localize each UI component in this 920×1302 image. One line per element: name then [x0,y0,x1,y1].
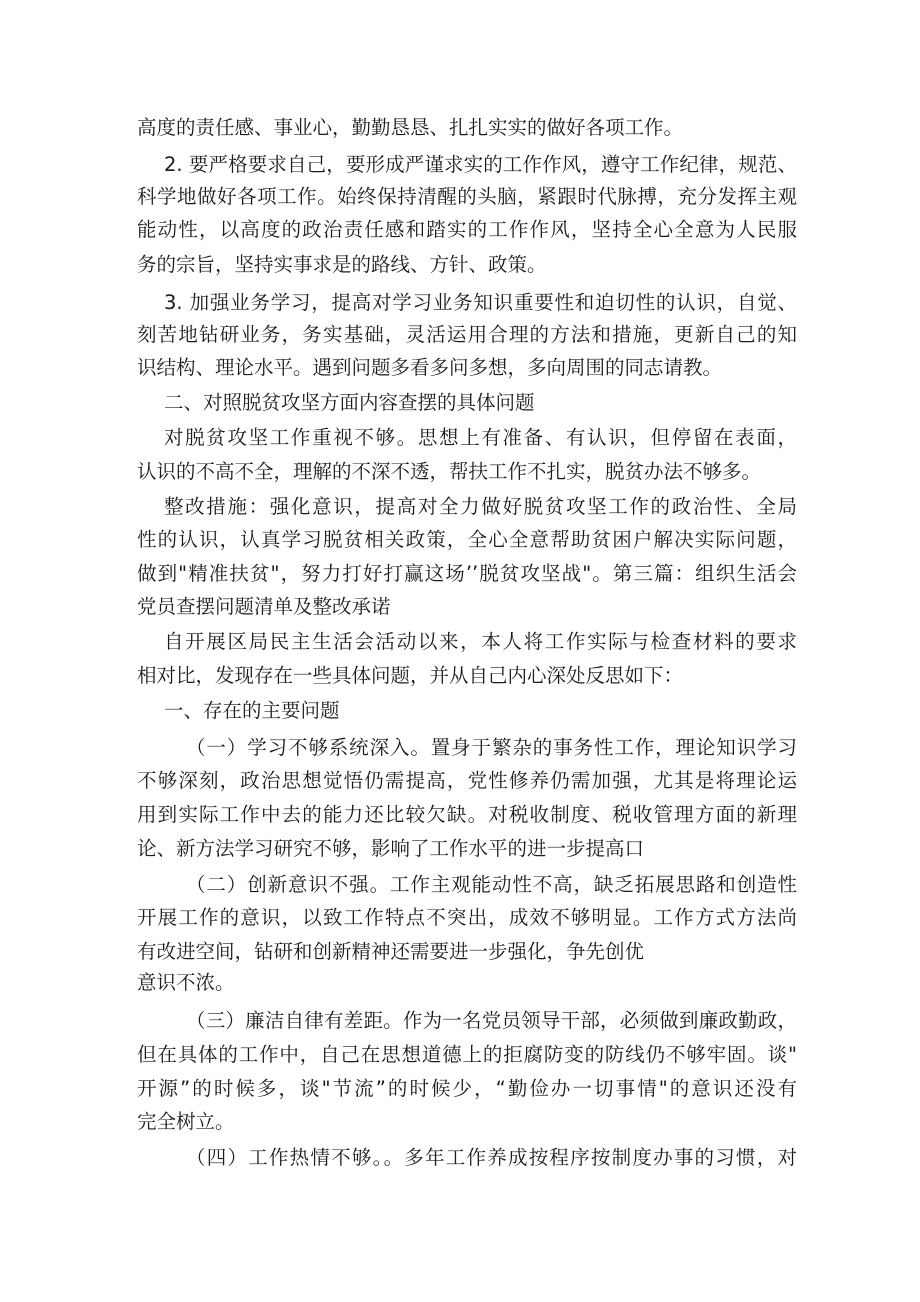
text-line: 3. 加强业务学习，提高对学习业务知识重要性和迫切性的认识，自觉、 [164,291,797,314]
text-line: 完全树立。 [137,1110,235,1133]
text-line: 刻苦地钻研业务，务实基础，灵活运用合理的方法和措施，更新自己的知 [137,323,797,346]
text-line: 有改进空间，钻研和创新精神还需要进一步强化，争先创优 [137,940,645,963]
text-line: 意识不浓。 [137,971,235,994]
text-line: 性的认识，认真学习脱贫相关政策，全心全意帮助贫困户解决实际问题， [137,528,797,551]
text-line: 识结构、理论水平。遇到问题多看多问多想，多向周围的同志请教。 [137,356,723,379]
text-line: 高度的责任感、事业心，勤勤恳恳、扎扎实实的做好各项工作。 [137,116,684,139]
text-line: 2. 要严格要求自己，要形成严谨求实的工作作风，遵守工作纪律，规范、 [164,153,797,176]
text-line: 相对比，发现存在一些具体问题，并从自己内心深处反思如下： [137,664,684,687]
text-line: 自开展区局民主生活会活动以来，本人将工作实际与检查材料的要求 [164,630,797,653]
text-line: 对脱贫攻坚工作重视不够。思想上有准备、有认识，但停留在表面， [164,426,797,449]
text-line: 但在具体的工作中，自己在思想道德上的拒腐防变的防线仍不够牢固。谈" [137,1043,797,1066]
text-line: 能动性，以高度的政治责任感和踏实的工作作风，坚持全心全意为人民服 [137,218,797,241]
text-line: 开展工作的意识，以致工作特点不突出，成效不够明显。工作方式方法尚 [137,906,797,929]
text-line: 论、新方法学习研究不够，影响了工作水平的进一步提高口 [137,837,645,860]
text-line: （一）学习不够系统深入。置身于繁杂的事务性工作，理论知识学习 [186,736,797,759]
text-line: （四）工作热情不够。。多年工作养成按程序按制度办事的习惯，对 [186,1146,797,1169]
text-line: 科学地做好各项工作。始终保持清醒的头脑，紧跟时代脉搏，充分发挥主观 [137,185,797,208]
section-heading: 一、存在的主要问题 [164,699,340,722]
text-line: 不够深刻，政治思想觉悟仍需提高，党性修养仍需加强，尤其是将理论运 [137,769,797,792]
text-line: 整改措施：强化意识，提高对全力做好脱贫攻坚工作的政治性、全局 [164,495,797,518]
text-line: 做到"精准扶贫"，努力打好打赢这场’’脱贫攻坚战"。第三篇：组织生活会 [137,562,797,585]
text-line: 用到实际工作中去的能力还比较欠缺。对税收制度、税收管理方面的新理 [137,803,797,826]
text-line: 认识的不高不全，理解的不深不透，帮扶工作不扎实，脱贫办法不够多。 [137,460,762,483]
text-line: （三）廉洁自律有差距。作为一名党员领导干部，必须做到廉政勤政， [186,1009,797,1032]
text-line: 党员查摆问题清单及整改承诺 [137,595,391,618]
text-line: 务的宗旨，坚持实事求是的路线、方针、政策。 [137,253,547,276]
text-line: （二）创新意识不强。工作主观能动性不高，缺乏拓展思路和创造性 [186,873,797,896]
text-line: 开源”的时候多，谈"节流”的时候少，“勤俭办一切事情"的意识还没有 [137,1077,797,1100]
section-heading: 二、对照脱贫攻坚方面内容查摆的具体问题 [164,391,535,414]
